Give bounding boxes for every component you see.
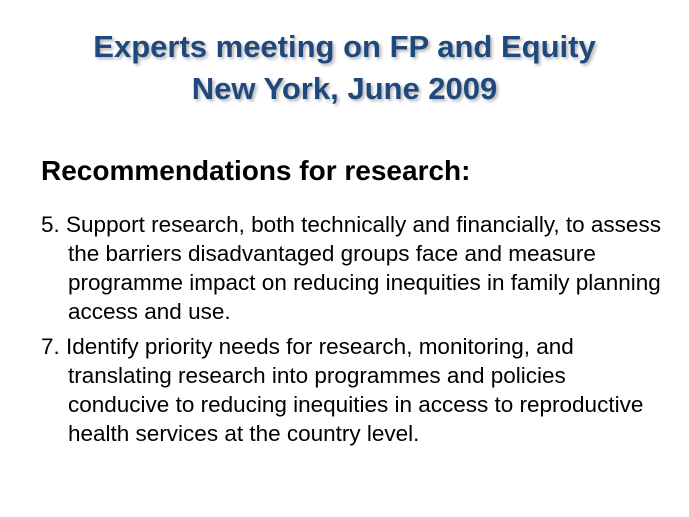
slide-title bbox=[20, 26, 669, 110]
recommendations-list bbox=[41, 210, 671, 454]
item-number: 5. bbox=[41, 212, 60, 237]
list-item-5 bbox=[41, 210, 671, 326]
section-heading: Recommendations for research: bbox=[41, 155, 471, 186]
item-text: Identify priority needs for research, monitoring, and translating research into programmes and policies conducive to reducing inequities in access to reproductive health services at the country level. bbox=[66, 334, 644, 446]
item-text: Support research, both technically and financially, to assess the barriers disadvantaged groups face and measure programme impact on reducing inequities in family planning access and use. bbox=[66, 212, 661, 324]
title-line-2: New York, June 2009 bbox=[191, 71, 498, 106]
item-number: 7. bbox=[41, 334, 60, 359]
list-item-7 bbox=[41, 332, 671, 448]
title-line-1: Experts meeting on FP and Equity bbox=[93, 29, 596, 64]
